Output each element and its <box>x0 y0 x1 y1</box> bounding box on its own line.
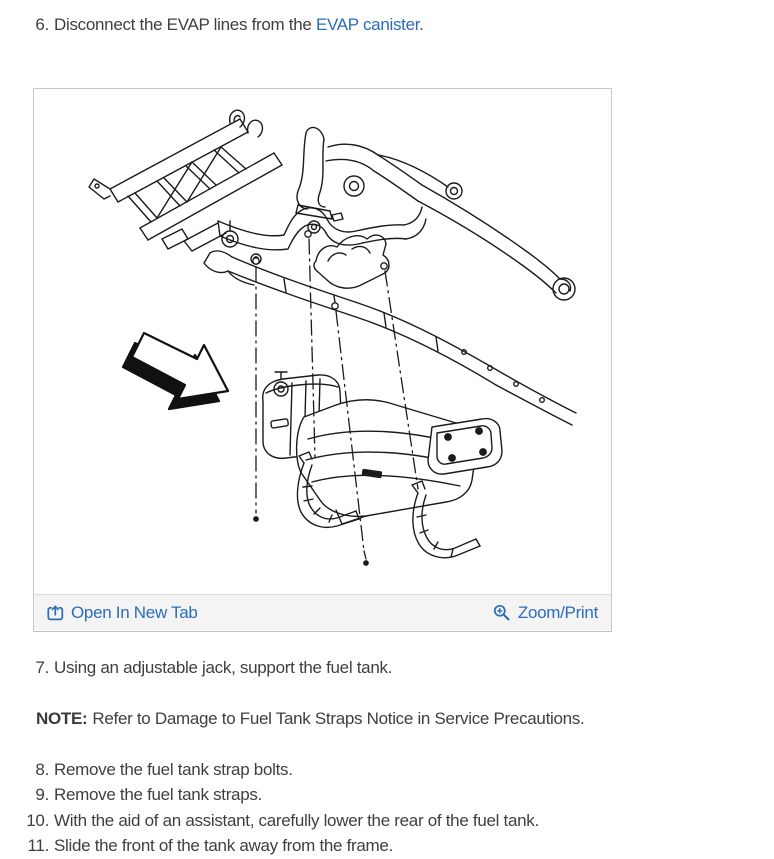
direction-arrow <box>123 333 228 409</box>
open-in-new-tab-icon <box>47 604 64 621</box>
step-9-text <box>25 782 539 807</box>
frame-right-rails <box>326 144 575 300</box>
steps-list <box>25 757 539 859</box>
frame-bed-section <box>89 110 282 240</box>
step-11-body: Slide the front of the tank away from the frame. <box>54 836 393 856</box>
tank-right-bracket <box>428 419 502 474</box>
step-9-body: Remove the fuel tank straps. <box>54 785 262 805</box>
step-6-body: Disconnect the EVAP lines from the <box>54 15 316 34</box>
step-11-number: 11. <box>27 836 49 856</box>
step-10-number: 10. <box>26 810 49 830</box>
figure-canvas <box>34 89 611 594</box>
step-7-body: Using an adjustable jack, support the fuel tank. <box>54 658 393 677</box>
zoom-print-link[interactable] <box>493 604 598 622</box>
frame-mid-rail <box>218 207 426 250</box>
step-6-number: 6. <box>35 15 49 34</box>
step-10-body: With the aid of an assistant, carefully lower the rear of the fuel tank. <box>54 810 539 830</box>
frame-connectors <box>162 221 261 264</box>
step-7-number: 7. <box>35 658 49 677</box>
frame-lower-rail <box>204 251 576 425</box>
note-text <box>36 707 584 731</box>
step-9-number: 9. <box>35 785 49 805</box>
figure-footer-bar <box>34 594 611 630</box>
frame-hanger-bracket <box>314 235 389 288</box>
open-in-new-tab-label: Open In New Tab <box>71 603 198 622</box>
evap-canister-link[interactable]: EVAP canister <box>315 15 420 34</box>
fuel-tank-diagram <box>34 89 611 594</box>
note-body: Refer to Damage to Fuel Tank Straps Notice in Service Precautions. <box>92 709 585 728</box>
step-11-text <box>25 833 539 858</box>
step-7-text <box>25 656 392 680</box>
zoom-print-label: Zoom/Print <box>517 603 598 622</box>
step-6-text <box>25 13 424 37</box>
open-in-new-tab-link[interactable] <box>47 604 198 621</box>
step-8-number: 8. <box>35 760 49 779</box>
step-8-text <box>25 757 539 782</box>
note-label: NOTE: <box>36 709 88 728</box>
zoom-icon <box>493 604 511 622</box>
step-10-text <box>25 808 539 833</box>
figure-panel <box>33 88 612 632</box>
step-8-body: Remove the fuel tank strap bolts. <box>54 760 293 779</box>
step-6-period: . <box>419 15 424 34</box>
